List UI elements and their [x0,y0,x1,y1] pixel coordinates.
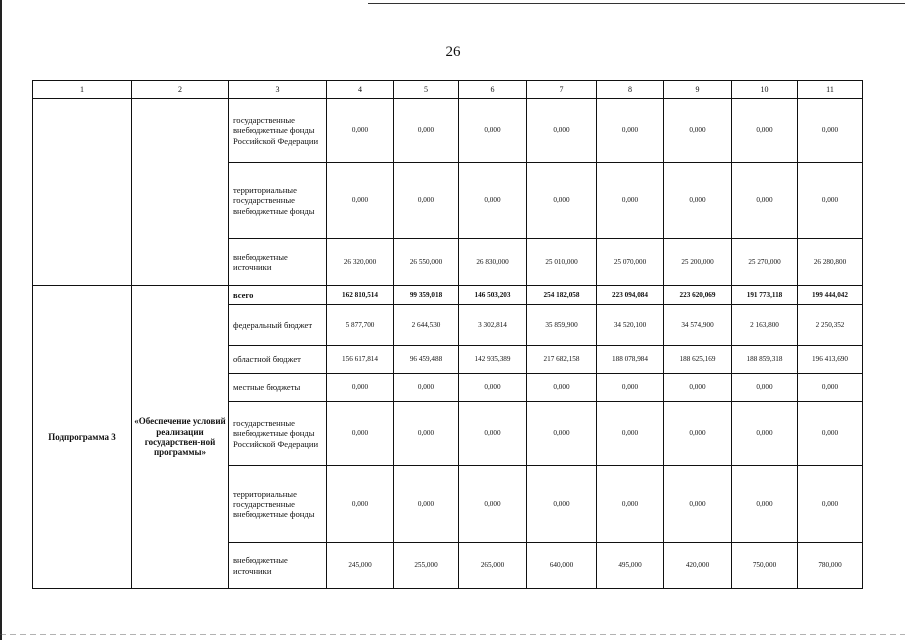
amount-cell: 34 520,100 [597,305,664,346]
amount-cell: 0,000 [394,402,459,466]
amount-cell: 0,000 [798,99,863,163]
scan-bottom-edge [0,634,905,635]
amount-cell: 191 773,118 [732,286,798,305]
amount-cell: 0,000 [527,466,597,543]
amount-cell: 780,000 [798,543,863,589]
amount-cell: 0,000 [327,402,394,466]
subprogram-name: Подпрограмма 3 [33,286,132,589]
amount-cell: 0,000 [597,466,664,543]
funding-source: государственные внебюджетные фонды Российской Федерации [229,402,327,466]
amount-cell: 5 877,700 [327,305,394,346]
amount-cell: 0,000 [327,466,394,543]
amount-cell: 142 935,389 [459,346,527,374]
amount-cell: 0,000 [732,466,798,543]
table-row [33,99,863,163]
amount-cell: 0,000 [597,374,664,402]
column-header: 1 [33,81,132,99]
amount-cell: 188 859,318 [732,346,798,374]
amount-cell: 0,000 [732,99,798,163]
amount-cell: 26 550,000 [394,239,459,286]
funding-source: территориальные государственные внебюджетные фонды [229,466,327,543]
total-row [33,286,863,305]
column-header: 4 [327,81,394,99]
amount-cell: 2 163,800 [732,305,798,346]
amount-cell: 146 503,203 [459,286,527,305]
amount-cell: 26 320,000 [327,239,394,286]
amount-cell: 96 459,488 [394,346,459,374]
amount-cell: 0,000 [459,99,527,163]
amount-cell: 0,000 [394,163,459,239]
amount-cell: 0,000 [527,402,597,466]
amount-cell: 0,000 [664,99,732,163]
funding-source: федеральный бюджет [229,305,327,346]
amount-cell: 25 270,000 [732,239,798,286]
amount-cell: 750,000 [732,543,798,589]
amount-cell: 0,000 [664,374,732,402]
amount-cell: 0,000 [527,99,597,163]
column-header: 7 [527,81,597,99]
amount-cell: 188 625,169 [664,346,732,374]
amount-cell: 3 302,814 [459,305,527,346]
amount-cell: 0,000 [527,374,597,402]
amount-cell: 223 094,084 [597,286,664,305]
amount-cell: 0,000 [732,374,798,402]
column-header: 2 [132,81,229,99]
amount-cell: 25 010,000 [527,239,597,286]
amount-cell: 35 859,900 [527,305,597,346]
scan-left-edge [0,0,2,640]
amount-cell: 0,000 [459,466,527,543]
subprogram-title: «Обеспечение условий реализации государствен-ной программы» [132,286,229,589]
amount-cell: 640,000 [527,543,597,589]
amount-cell: 162 810,514 [327,286,394,305]
amount-cell: 0,000 [798,374,863,402]
scan-top-line [368,3,905,4]
column-header: 6 [459,81,527,99]
amount-cell: 245,000 [327,543,394,589]
amount-cell: 223 620,069 [664,286,732,305]
header-row [33,81,863,99]
column-header: 9 [664,81,732,99]
amount-cell: 99 359,018 [394,286,459,305]
amount-cell: 0,000 [394,466,459,543]
column-header: 11 [798,81,863,99]
amount-cell: 0,000 [732,402,798,466]
program-name-cell-empty [33,99,132,286]
column-header: 3 [229,81,327,99]
program-title-cell-empty [132,99,229,286]
amount-cell: 495,000 [597,543,664,589]
amount-cell: 0,000 [798,466,863,543]
table-body [33,81,863,589]
amount-cell: 0,000 [394,99,459,163]
amount-cell: 188 078,984 [597,346,664,374]
amount-cell: 0,000 [327,374,394,402]
column-header: 10 [732,81,798,99]
amount-cell: 25 070,000 [597,239,664,286]
amount-cell: 0,000 [327,99,394,163]
funding-source: местные бюджеты [229,374,327,402]
amount-cell: 26 830,000 [459,239,527,286]
funding-source: областной бюджет [229,346,327,374]
amount-cell: 0,000 [327,163,394,239]
amount-cell: 2 250,352 [798,305,863,346]
funding-source: внебюджетные источники [229,239,327,286]
amount-cell: 217 682,158 [527,346,597,374]
budget-table [32,80,863,589]
amount-cell: 156 617,814 [327,346,394,374]
amount-cell: 199 444,042 [798,286,863,305]
amount-cell: 2 644,530 [394,305,459,346]
amount-cell: 34 574,900 [664,305,732,346]
amount-cell: 0,000 [798,402,863,466]
amount-cell: 0,000 [664,466,732,543]
amount-cell: 420,000 [664,543,732,589]
amount-cell: 0,000 [527,163,597,239]
amount-cell: 0,000 [664,163,732,239]
amount-cell: 25 200,000 [664,239,732,286]
funding-source: внебюджетные источники [229,543,327,589]
amount-cell: 0,000 [597,99,664,163]
column-header: 5 [394,81,459,99]
funding-source: государственные внебюджетные фонды Российской Федерации [229,99,327,163]
funding-source: всего [229,286,327,305]
page-number: 26 [445,44,461,60]
amount-cell: 0,000 [394,374,459,402]
amount-cell: 0,000 [459,374,527,402]
amount-cell: 254 182,058 [527,286,597,305]
column-header: 8 [597,81,664,99]
amount-cell: 265,000 [459,543,527,589]
amount-cell: 26 280,800 [798,239,863,286]
amount-cell: 0,000 [664,402,732,466]
amount-cell: 255,000 [394,543,459,589]
funding-source: территориальные государственные внебюджетные фонды [229,163,327,239]
amount-cell: 0,000 [459,163,527,239]
amount-cell: 0,000 [597,402,664,466]
amount-cell: 0,000 [732,163,798,239]
amount-cell: 0,000 [597,163,664,239]
amount-cell: 196 413,690 [798,346,863,374]
amount-cell: 0,000 [798,163,863,239]
amount-cell: 0,000 [459,402,527,466]
